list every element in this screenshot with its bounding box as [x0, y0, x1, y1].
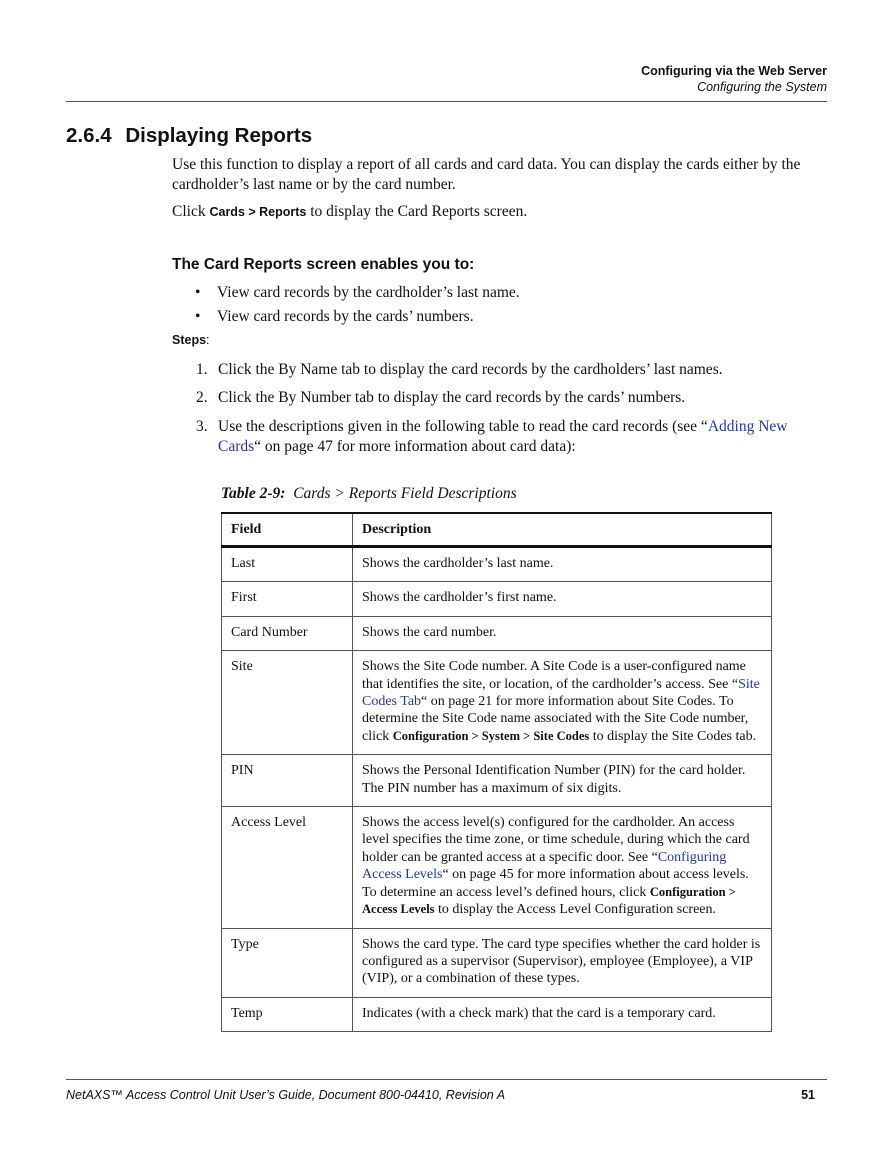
- table-row: [222, 928, 772, 997]
- field-cell: Last: [222, 547, 353, 582]
- description-cell: Shows the card type. The card type specifies whether the card holder is configured as a supervisor (Supervisor), employee (Employee), a VIP (VIP), or a combination of these types.: [353, 928, 772, 997]
- table-row: [222, 997, 772, 1031]
- field-cell: PIN: [222, 755, 353, 807]
- link-site-codes-tab[interactable]: Site Codes Tab: [362, 676, 760, 710]
- list-item-text: View card records by the cardholder’s last name.: [217, 284, 520, 301]
- running-header: [641, 63, 827, 95]
- menu-path-access-levels: Configuration > Access Levels: [362, 884, 736, 917]
- description-text: to display the Access Level Configuration screen.: [434, 902, 717, 918]
- description-text: Shows the access level(s) configured for the cardholder. An access level specifies the time zone, or time schedule, during which the card holder can be granted access at a specific door. See “: [362, 815, 750, 865]
- description-cell: [353, 651, 772, 755]
- menu-path-site-codes: Configuration > System > Site Codes: [392, 728, 590, 743]
- field-cell: Type: [222, 928, 353, 997]
- capabilities-heading: The Card Reports screen enables you to:: [172, 256, 475, 273]
- link-configuring-access-levels[interactable]: Configuring Access Levels: [362, 849, 727, 883]
- field-cell: Site: [222, 651, 353, 755]
- table-row: [222, 582, 772, 616]
- intro-instruction-post: to display the Card Reports screen.: [306, 203, 528, 220]
- column-header-field: Field: [222, 513, 353, 547]
- table-caption-text: Cards > Reports Field Descriptions: [293, 485, 517, 502]
- step-text: [218, 417, 816, 456]
- field-cell: Temp: [222, 997, 353, 1031]
- page-number: 51: [801, 1088, 815, 1102]
- steps-label: [172, 333, 210, 347]
- description-cell: [353, 807, 772, 928]
- table-row: [222, 755, 772, 807]
- column-header-description: Description: [353, 513, 772, 547]
- description-cell: Indicates (with a check mark) that the card is a temporary card.: [353, 997, 772, 1031]
- step-2: [196, 388, 816, 408]
- footer-rule: [66, 1079, 827, 1080]
- section-title: Displaying Reports: [125, 124, 313, 147]
- step-text-post: “ on page 47 for more information about card data):: [254, 437, 576, 455]
- description-text: Shows the Site Code number. A Site Code is a user-configured name that identifies the site, or location, of the cardholder’s access. See “: [362, 659, 746, 692]
- running-header-section: Configuring the System: [697, 80, 827, 94]
- intro-instruction-pre: Click: [172, 203, 210, 220]
- description-cell: Shows the card number.: [353, 616, 772, 650]
- steps-label-suffix: :: [206, 333, 210, 347]
- section-number: 2.6.4: [66, 124, 112, 147]
- table-row: [222, 807, 772, 928]
- step-3: [196, 417, 816, 456]
- table-row: [222, 547, 772, 582]
- table-header-row: [222, 513, 772, 547]
- steps-label-text: Steps: [172, 333, 207, 347]
- capabilities-list: [195, 281, 520, 329]
- table-caption: [221, 485, 517, 503]
- step-text: Click the By Name tab to display the card records by the cardholders’ last names.: [218, 361, 723, 378]
- field-cell: Access Level: [222, 807, 353, 928]
- step-number: 3.: [196, 418, 208, 435]
- step-text: Click the By Number tab to display the card records by the cards’ numbers.: [218, 389, 686, 406]
- field-cell: Card Number: [222, 616, 353, 650]
- description-text: “ on page 45 for more information about access levels. To determine an access level’s defined hours, click: [362, 867, 749, 900]
- description-cell: Shows the Personal Identification Number (PIN) for the card holder. The PIN number has a maximum of six digits.: [353, 755, 772, 807]
- list-item: [195, 281, 520, 305]
- description-cell: Shows the cardholder’s last name.: [353, 547, 772, 582]
- intro-instruction: [172, 202, 827, 223]
- menu-path-cards-reports: Cards > Reports: [209, 205, 307, 219]
- table-row: [222, 651, 772, 755]
- footer-document-title: NetAXS™ Access Control Unit User’s Guide, Document 800-04410, Revision A: [66, 1088, 506, 1102]
- description-text: “ on page 21 for more information about Site Codes. To determine the Site Code name associated with the Site Code number, click: [362, 694, 749, 744]
- field-cell: First: [222, 582, 353, 616]
- step-text-pre: Use the descriptions given in the following table to read the card records (see “: [218, 418, 708, 435]
- link-adding-new-cards[interactable]: Adding New Cards: [218, 418, 788, 455]
- header-rule: [66, 101, 827, 102]
- step-number: 2.: [196, 389, 208, 406]
- field-descriptions-table: [221, 512, 772, 1032]
- table-caption-label: Table 2-9:: [221, 485, 286, 502]
- table-row: [222, 616, 772, 650]
- list-item: [195, 305, 520, 329]
- description-cell: Shows the cardholder’s first name.: [353, 582, 772, 616]
- bullet-icon: •: [195, 308, 201, 325]
- intro-paragraph: Use this function to display a report of all cards and card data. You can display the cards either by the cardholder’s last name or by the card number.: [172, 156, 801, 193]
- running-header-chapter: Configuring via the Web Server: [641, 64, 827, 78]
- list-item-text: View card records by the cards’ numbers.: [217, 308, 474, 325]
- bullet-icon: •: [195, 284, 201, 301]
- step-number: 1.: [196, 361, 208, 378]
- description-text: to display the Site Codes tab.: [589, 728, 757, 744]
- section-heading: [66, 124, 312, 148]
- step-1: [196, 360, 816, 380]
